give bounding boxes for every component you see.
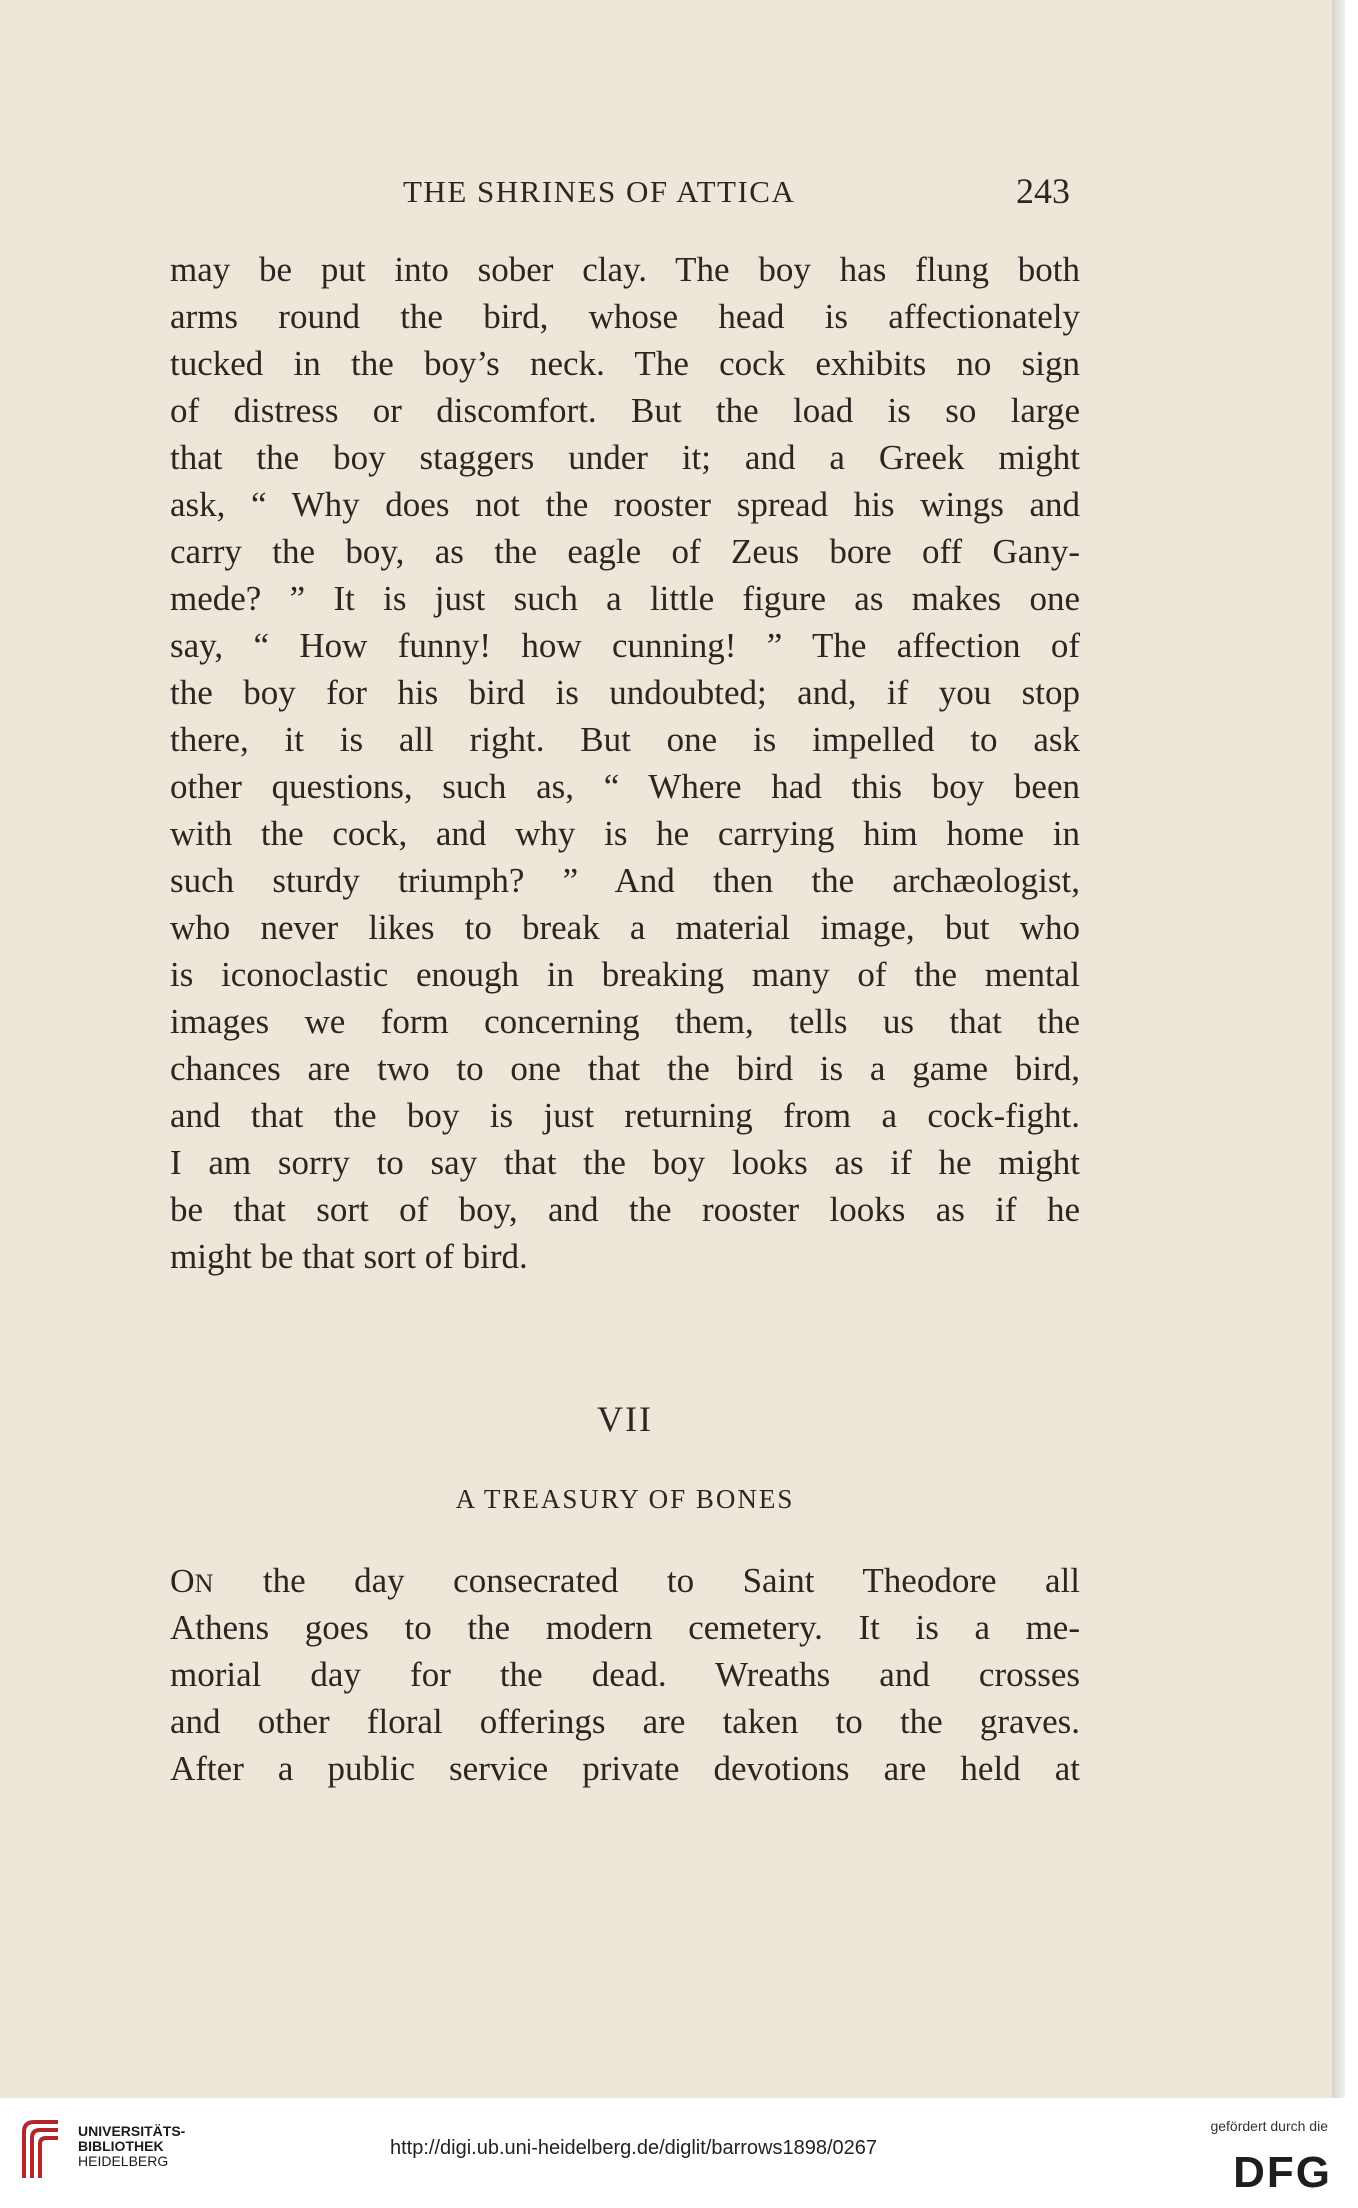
text-line: and that the boy is just returning from a cock-fight. bbox=[170, 1096, 1080, 1135]
paragraph-1 bbox=[170, 246, 1080, 1280]
paragraph-2 bbox=[170, 1557, 1080, 1792]
text-line: be that sort of boy, and the rooster looks as if he bbox=[170, 1190, 1080, 1229]
running-title: THE SHRINES OF ATTICA bbox=[403, 174, 796, 209]
text-line: say, “ How funny! how cunning! ” The affection of bbox=[170, 626, 1080, 665]
text-line: of distress or discomfort. But the load is so large bbox=[170, 391, 1080, 430]
library-logo-icon bbox=[18, 2118, 62, 2180]
text-line: images we form concerning them, tells us that the bbox=[170, 1002, 1080, 1041]
library-name-line: UNIVERSITÄTS- bbox=[78, 2123, 186, 2139]
text-line: might be that sort of bird. bbox=[170, 1237, 528, 1276]
library-name-line: BIBLIOTHEK bbox=[78, 2138, 164, 2154]
section-title: A TREASURY OF BONES bbox=[455, 1484, 795, 1514]
running-header bbox=[170, 168, 1070, 218]
text-line: is iconoclastic enough in breaking many of the mental bbox=[170, 955, 1080, 994]
text-line: ask, “ Why does not the rooster spread his wings and bbox=[170, 485, 1080, 524]
text-line: the boy for his bird is undoubted; and, if you stop bbox=[170, 673, 1080, 712]
text-line: may be put into sober clay. The boy has flung both bbox=[170, 250, 1080, 289]
text-line: tucked in the boy’s neck. The cock exhibits no sign bbox=[170, 344, 1080, 383]
text-line-first bbox=[170, 1557, 1080, 1604]
text-line: I am sorry to say that the boy looks as if he might bbox=[170, 1143, 1080, 1182]
sponsor-label: gefördert durch die bbox=[1210, 2118, 1328, 2134]
text-line: arms round the bird, whose head is affectionately bbox=[170, 297, 1080, 336]
library-name bbox=[78, 2124, 185, 2169]
text-line: other questions, such as, “ Where had this boy been bbox=[170, 767, 1080, 806]
text-line: who never likes to break a material image, but who bbox=[170, 908, 1080, 947]
source-url-link[interactable]: http://digi.ub.uni-heidelberg.de/diglit/barrows1898/0267 bbox=[390, 2137, 878, 2159]
text-line: that the boy staggers under it; and a Greek might bbox=[170, 438, 1080, 477]
text-line: such sturdy triumph? ” And then the archæologist, bbox=[170, 861, 1080, 900]
first-line-text: the day consecrated to Saint Theodore all bbox=[214, 1561, 1080, 1600]
text-line: Athens goes to the modern cemetery. It is a me- bbox=[170, 1608, 1080, 1647]
text-line: and other floral offerings are taken to the graves. bbox=[170, 1702, 1080, 1741]
page-number: 243 bbox=[1016, 171, 1070, 211]
text-line: chances are two to one that the bird is a game bird, bbox=[170, 1049, 1080, 1088]
page-edge bbox=[1332, 0, 1345, 2098]
text-line: mede? ” It is just such a little figure as makes one bbox=[170, 579, 1080, 618]
dfg-logo: DFG bbox=[1233, 2148, 1332, 2197]
text-line: with the cock, and why is he carrying him home in bbox=[170, 814, 1080, 853]
text-line: morial day for the dead. Wreaths and crosses bbox=[170, 1655, 1080, 1694]
digitization-footer bbox=[0, 2098, 1358, 2208]
text-line: carry the boy, as the eagle of Zeus bore off Gany- bbox=[170, 532, 1080, 571]
text-line: there, it is all right. But one is impelled to ask bbox=[170, 720, 1080, 759]
small-caps: N bbox=[194, 1569, 215, 1598]
section-numeral: VII bbox=[597, 1399, 653, 1439]
initial-capital: O bbox=[170, 1563, 195, 1600]
library-name-line: HEIDELBERG bbox=[78, 2153, 169, 2169]
text-line: After a public service private devotions are held at bbox=[170, 1749, 1080, 1788]
